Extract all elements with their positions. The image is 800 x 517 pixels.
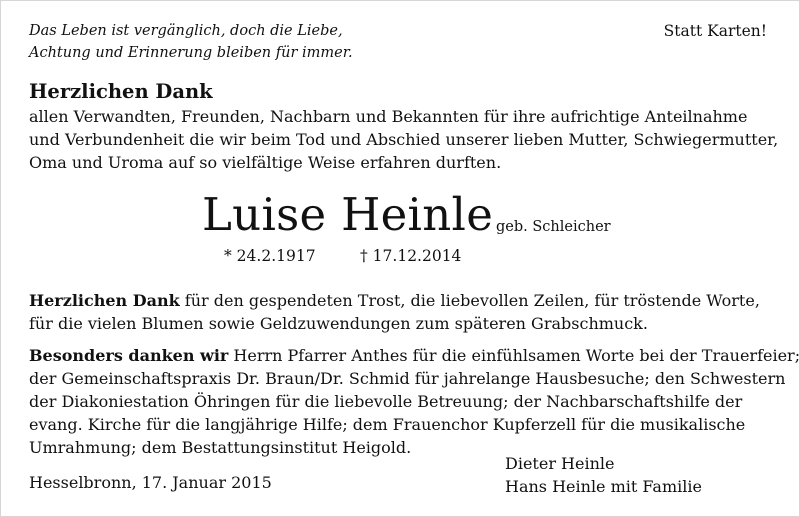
intro-line-3: Oma und Uroma auf so vielfältige Weise erfahren durften. [29, 153, 502, 172]
deceased-name: Luise Heinle [202, 188, 494, 241]
thanks-line-2: für die vielen Blumen sowie Geldzuwendungen zum späteren Grabschmuck. [29, 314, 648, 333]
motto-line-1: Das Leben ist vergänglich, doch die Liebe, [29, 23, 343, 39]
intro-paragraph [29, 105, 778, 174]
special-thanks-line-1 [29, 344, 800, 367]
special-thanks-line-2: der Gemeinschaftspraxis Dr. Braun/Dr. Schmid für jahrelange Hausbesuche; den Schwestern [29, 369, 786, 388]
birth-date: * 24.2.1917 [224, 247, 316, 265]
motto-verse [29, 20, 353, 64]
heading: Herzlichen Dank [29, 80, 213, 103]
thanks-paragraph [29, 289, 760, 335]
motto-line-2: Achtung und Erinnerung bleiben für immer. [29, 45, 353, 61]
thanks-line-1-text: für den gespendeten Trost, die liebevollen Zeilen, für tröstende Worte, [179, 291, 760, 310]
thanks-bold-lead: Herzlichen Dank [29, 291, 180, 310]
intro-line-2: und Verbundenheit die wir beim Tod und Abschied unserer lieben Mutter, Schwiegermutter, [29, 130, 779, 149]
statt-karten-note: Statt Karten! [663, 22, 767, 40]
special-thanks-bold-lead: Besonders danken wir [29, 346, 229, 365]
special-thanks-line-1-text: Herrn Pfarrer Anthes für die einfühlsamen Worte bei der Trauerfeier; [228, 346, 800, 365]
special-thanks-line-4: evang. Kirche für die langjährige Hilfe; dem Frauenchor Kupferzell für die musikalische [29, 415, 746, 434]
intro-line-1: allen Verwandten, Freunden, Nachbarn und Bekannten für ihre aufrichtige Anteilnahme [29, 107, 748, 126]
signers [505, 452, 702, 498]
signer-2: Hans Heinle mit Familie [505, 477, 702, 496]
signer-1: Dieter Heinle [505, 454, 615, 473]
maiden-name: geb. Schleicher [496, 219, 611, 235]
special-thanks-paragraph [29, 344, 800, 459]
special-thanks-line-3: der Diakoniestation Öhringen für die liebevolle Betreuung; der Nachbarschaftshilfe der [29, 392, 743, 411]
place-and-date: Hesselbronn, 17. Januar 2015 [29, 473, 272, 492]
death-date: † 17.12.2014 [360, 247, 462, 265]
special-thanks-line-5: Umrahmung; dem Bestattungsinstitut Heigold. [29, 438, 412, 457]
thanks-line-1 [29, 289, 760, 312]
